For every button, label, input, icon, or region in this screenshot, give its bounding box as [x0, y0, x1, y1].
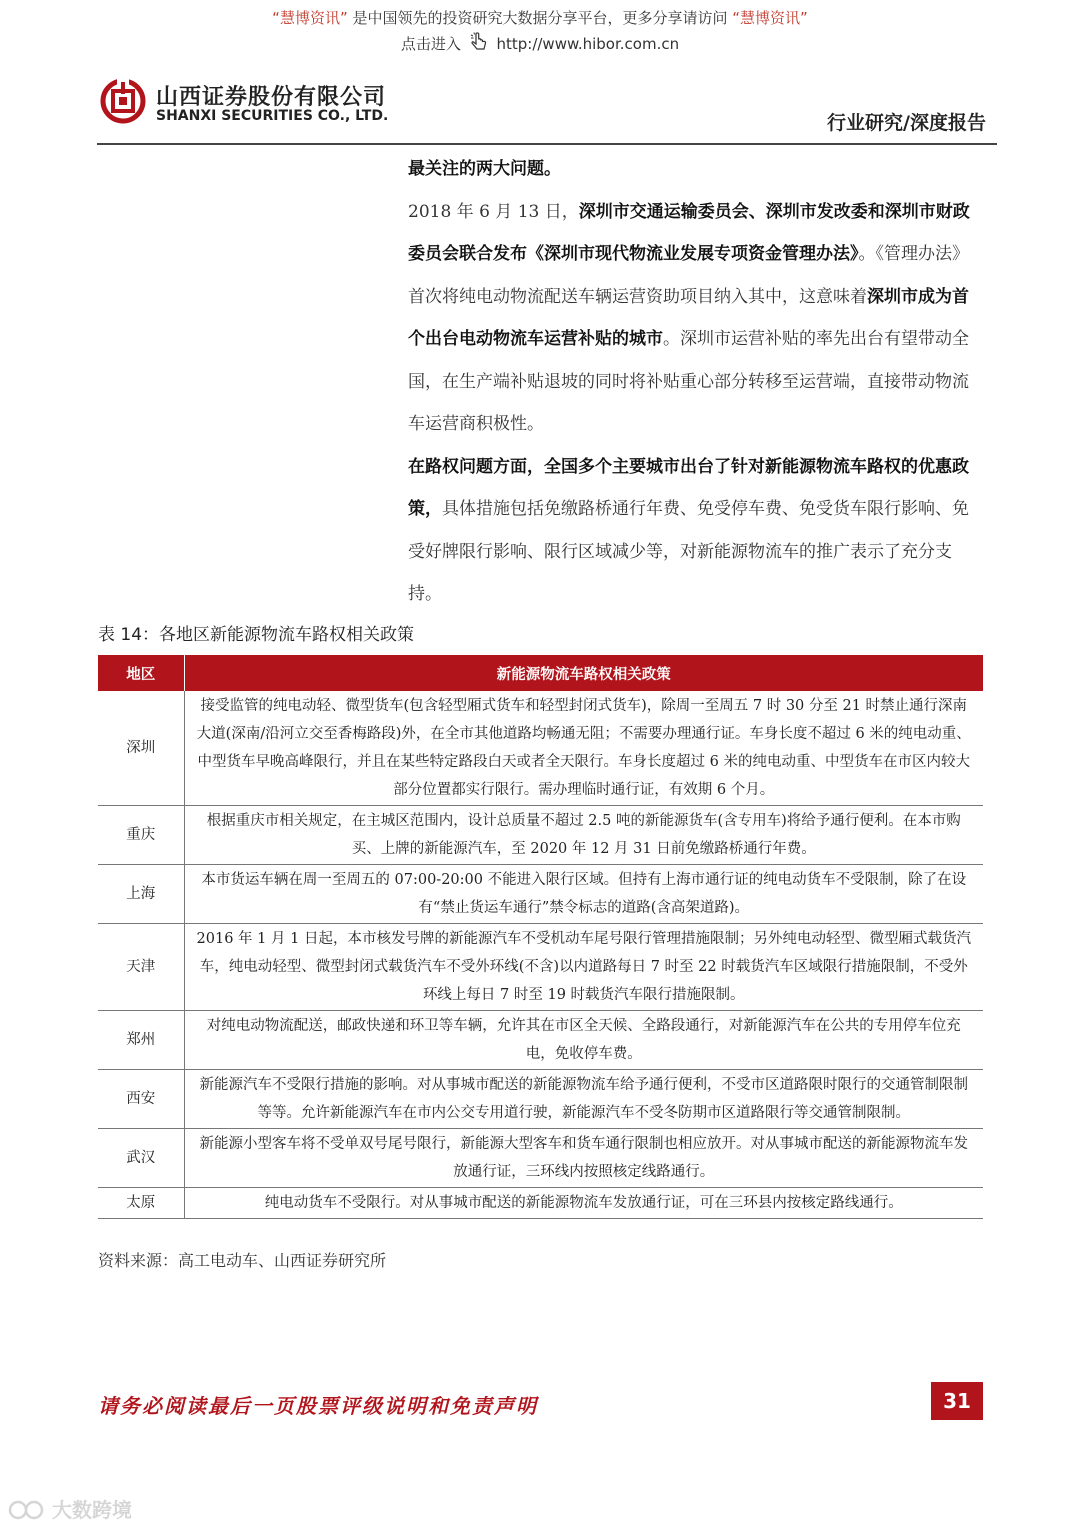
region-cell: 深圳	[98, 691, 184, 806]
table-row	[98, 806, 983, 865]
paragraph-1	[408, 148, 984, 191]
policy-cell: 根据重庆市相关规定，在主城区范围内，设计总质量不超过 2.5 吨的新能源货车(含专用车)将给予通行便利。在本市购买、上牌的新能源汽车，至 2020 年 12 月 31 日前免缴路桥通行年费。	[184, 806, 983, 865]
table-row	[98, 691, 983, 806]
promo-click-label: 点击进入	[400, 35, 461, 53]
policy-cell: 新能源汽车不受限行措施的影响。对从事城市配送的新能源物流车给予通行便利，不受市区道路限时限行的交通管制限制等等。允许新能源汽车在市内公交专用道行驶，新能源汽车不受冬防期市区道路限行等交通管制限制。	[184, 1070, 983, 1129]
promo-brand-2: “慧博资讯”	[732, 9, 808, 27]
header-region: 地区	[98, 655, 184, 691]
policy-cell: 本市货运车辆在周一至周五的 07:00-20:00 不能进入限行区域。但持有上海市通行证的纯电动货车不受限制，除了在设有“禁止货运车通行”禁令标志的道路(含高架道路)。	[184, 865, 983, 924]
promo-url-link[interactable]: http://www.hibor.com.cn	[496, 35, 680, 53]
paragraph-2-text-2: 。深圳市运营补贴的率先出台有望带动全国，在生产端补贴退坡的同时将补贴重心部分转移至运营端，直接带动物流车运营商积极性。	[408, 329, 969, 434]
region-cell: 郑州	[98, 1011, 184, 1070]
source-note: 资料来源：高工电动车、山西证券研究所	[98, 1251, 387, 1270]
table-row	[98, 1129, 983, 1188]
region-cell: 上海	[98, 865, 184, 924]
paragraph-1-bold: 最关注的两大问题。	[408, 159, 561, 179]
policy-table	[98, 655, 983, 1219]
table-row	[98, 1070, 983, 1129]
paragraph-3-bold: 在路权问题方面，全国多个主要城市出台了针对新能源物流车路权的优惠政策，	[408, 456, 969, 519]
company-name-cn: 山西证券股份有限公司	[156, 85, 387, 110]
header-divider	[97, 143, 997, 145]
table-row	[98, 865, 983, 924]
region-cell: 天津	[98, 924, 184, 1011]
paragraph-2-text: 。《管理办法》首次将纯电动物流配送车辆运营资助项目纳入其中，这意味着	[408, 244, 969, 307]
disclaimer-text: 请务必阅读最后一页股票评级说明和免责声明	[98, 1394, 538, 1418]
body-text	[408, 148, 984, 616]
promo-brand: “慧博资讯”	[272, 9, 348, 27]
report-type-label: 行业研究/深度报告	[827, 112, 986, 134]
page-number: 31	[931, 1382, 983, 1420]
policy-cell: 接受监管的纯电动轻、微型货车(包含轻型厢式货车和轻型封闭式货车)，除周一至周五 7 时 30 分至 21 时禁止通行深南大道(深南/沿河立交至香梅路段)外，在全市其他道路均畅通无阻；不需要办理通行证。车身长度不超过 6 米的纯电动重、中型货车早晚高峰限行，并且在某些特定路段白天或者全天限行。车身长度超过 6 米的纯电动重、中型货车在市区内较大部分位置都实行限行。需办理临时通行证，有效期 6 个月。	[184, 691, 983, 806]
policy-cell: 纯电动货车不受限行。对从事城市配送的新能源物流车发放通行证，可在三环县内按核定路线通行。	[184, 1188, 983, 1219]
table-row	[98, 1188, 983, 1219]
table-caption: 表 14：各地区新能源物流车路权相关政策	[98, 625, 415, 645]
region-cell: 重庆	[98, 806, 184, 865]
paragraph-2-date: 2018 年 6 月 13 日，	[408, 201, 579, 222]
policy-cell: 对纯电动物流配送，邮政快递和环卫等车辆，允许其在市区全天候、全路段通行，对新能源汽车在公共的专用停车位充电，免收停车费。	[184, 1011, 983, 1070]
promo-text: 是中国领先的投资研究大数据分享平台，更多分享请访问	[347, 9, 733, 27]
table-row	[98, 1011, 983, 1070]
watermark-logo-icon	[8, 1498, 48, 1522]
region-cell: 太原	[98, 1188, 184, 1219]
policy-cell: 2016 年 1 月 1 日起，本市核发号牌的新能源汽车不受机动车尾号限行管理措施限制；另外纯电动轻型、微型厢式载货汽车，纯电动轻型、微型封闭式载货汽车不受外环线(不含)以内道路每日 7 时至 22 时载货汽车区域限行措施限制，不受外环线上每日 7 时至 19 时载货汽车限行措施限制。	[184, 924, 983, 1011]
paragraph-3	[408, 446, 984, 616]
company-name-en: SHANXI SECURITIES CO., LTD.	[156, 108, 389, 124]
paragraph-2	[408, 191, 984, 446]
region-cell: 武汉	[98, 1129, 184, 1188]
hand-cursor-icon	[468, 31, 490, 53]
paragraph-2-bold-2: 深圳市成为首个出台电动物流车运营补贴的城市	[408, 286, 969, 349]
table-row	[98, 924, 983, 1011]
header-policy: 新能源物流车路权相关政策	[184, 655, 983, 691]
policy-cell: 新能源小型客车将不受单双号尾号限行，新能源大型客车和货车通行限制也相应放开。对从事城市配送的新能源物流车发放通行证，三环线内按照核定线路通行。	[184, 1129, 983, 1188]
paragraph-3-text: 具体措施包括免缴路桥通行年费、免受停车费、免受货车限行影响、免受好牌限行影响、限行区域减少等，对新能源物流车的推广表示了充分支持。	[408, 499, 969, 604]
table-header-row	[98, 655, 983, 691]
promo-line-2	[0, 31, 1080, 57]
paragraph-2-bold: 深圳市交通运输委员会、深圳市发改委和深圳市财政委员会联合发布《深圳市现代物流业发展专项资金管理办法》	[408, 201, 970, 264]
watermark-text: 大数跨境	[52, 1498, 132, 1522]
company-logo-icon	[100, 78, 146, 124]
promo-line-1	[0, 6, 1080, 31]
region-cell: 西安	[98, 1070, 184, 1129]
watermark	[8, 1494, 132, 1523]
promo-banner	[0, 6, 1080, 57]
